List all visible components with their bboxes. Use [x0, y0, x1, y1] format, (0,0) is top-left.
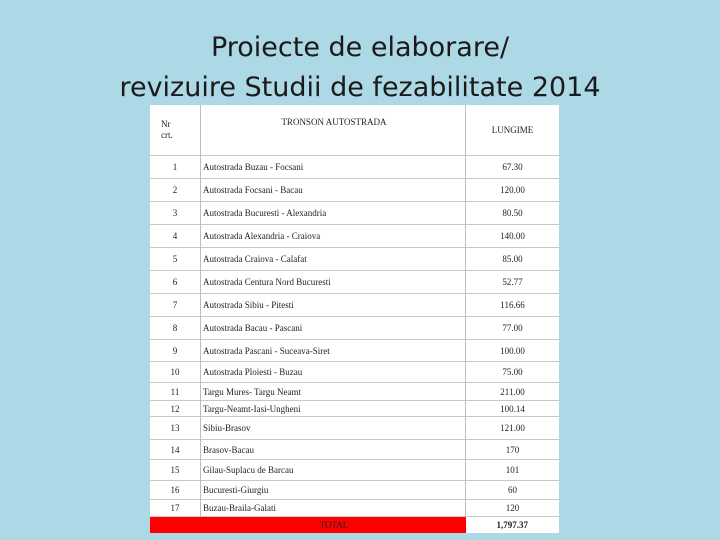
row-name: Autostrada Buzau - Focsani: [201, 156, 466, 179]
row-nr: 16: [150, 481, 201, 500]
table-row: [150, 440, 559, 460]
header-nr: [150, 105, 201, 156]
row-length: 120.00: [466, 179, 560, 202]
row-nr: 3: [150, 202, 201, 225]
row-length: 67.30: [466, 156, 560, 179]
row-length: 75.00: [466, 362, 560, 383]
table-row: [150, 383, 559, 401]
table-row: [150, 225, 559, 248]
row-length: 100.14: [466, 401, 560, 417]
row-name: Gilau-Suplacu de Barcau: [201, 460, 466, 481]
row-length: 121.00: [466, 417, 560, 440]
row-name: Autostrada Alexandria - Craiova: [201, 225, 466, 248]
table-row: [150, 156, 559, 179]
header-nr-line2: crt.: [161, 130, 173, 140]
total-spacer: [150, 517, 201, 534]
row-length: 85.00: [466, 248, 560, 271]
row-length: 116.66: [466, 294, 560, 317]
table-row: [150, 202, 559, 225]
row-name: Autostrada Bacau - Pascani: [201, 317, 466, 340]
row-nr: 10: [150, 362, 201, 383]
row-name: Autostrada Sibiu - Pitesti: [201, 294, 466, 317]
table-row: [150, 362, 559, 383]
row-length: 60: [466, 481, 560, 500]
row-length: 140.00: [466, 225, 560, 248]
row-nr: 9: [150, 340, 201, 362]
row-name: Brasov-Bacau: [201, 440, 466, 460]
row-length: 52.77: [466, 271, 560, 294]
projects-table: [150, 105, 559, 533]
table-row: [150, 248, 559, 271]
row-nr: 6: [150, 271, 201, 294]
page-title-line1: Proiecte de elaborare/: [210, 32, 510, 63]
row-nr: 1: [150, 156, 201, 179]
page-title-line2: revizuire Studii de fezabilitate 2014: [119, 72, 601, 103]
row-nr: 8: [150, 317, 201, 340]
row-name: Autostrada Craiova - Calafat: [201, 248, 466, 271]
row-name: Targu-Neamt-Iasi-Ungheni: [201, 401, 466, 417]
total-label: TOTAL: [201, 517, 466, 534]
table-row: [150, 417, 559, 440]
table-row: [150, 317, 559, 340]
row-name: Autostrada Focsani - Bacau: [201, 179, 466, 202]
row-name: Autostrada Ploiesti - Buzau: [201, 362, 466, 383]
row-nr: 14: [150, 440, 201, 460]
row-nr: 15: [150, 460, 201, 481]
row-name: Autostrada Pascani - Suceava-Siret: [201, 340, 466, 362]
table-row: [150, 401, 559, 417]
row-nr: 17: [150, 500, 201, 517]
table-row: [150, 340, 559, 362]
row-name: Autostrada Bucuresti - Alexandria: [201, 202, 466, 225]
table-header-row: [150, 105, 559, 156]
table-row: [150, 460, 559, 481]
row-nr: 2: [150, 179, 201, 202]
row-length: 77.00: [466, 317, 560, 340]
row-name: Buzau-Braila-Galati: [201, 500, 466, 517]
row-nr: 7: [150, 294, 201, 317]
table-row: [150, 179, 559, 202]
table-row: [150, 294, 559, 317]
total-row: [150, 517, 559, 534]
table-row: [150, 500, 559, 517]
row-nr: 12: [150, 401, 201, 417]
row-nr: 4: [150, 225, 201, 248]
row-nr: 13: [150, 417, 201, 440]
total-value: 1,797.37: [496, 520, 528, 530]
row-name: Bucuresti-Giurgiu: [201, 481, 466, 500]
row-name: Autostrada Centura Nord Bucuresti: [201, 271, 466, 294]
table-row: [150, 271, 559, 294]
row-length: 100.00: [466, 340, 560, 362]
row-length: 101: [466, 460, 560, 481]
header-tronson: TRONSON AUTOSTRADA: [201, 105, 466, 156]
row-nr: 11: [150, 383, 201, 401]
header-lungime: LUNGIME: [491, 125, 534, 135]
row-length: 80.50: [466, 202, 560, 225]
row-length: 170: [466, 440, 560, 460]
row-name: Sibiu-Brasov: [201, 417, 466, 440]
row-length: 120: [466, 500, 560, 517]
row-length: 211.00: [466, 383, 560, 401]
table-row: [150, 481, 559, 500]
header-nr-line1: Nr: [161, 119, 171, 129]
total-cell: [466, 517, 560, 534]
row-name: Targu Mures- Targu Neamt: [201, 383, 466, 401]
row-nr: 5: [150, 248, 201, 271]
